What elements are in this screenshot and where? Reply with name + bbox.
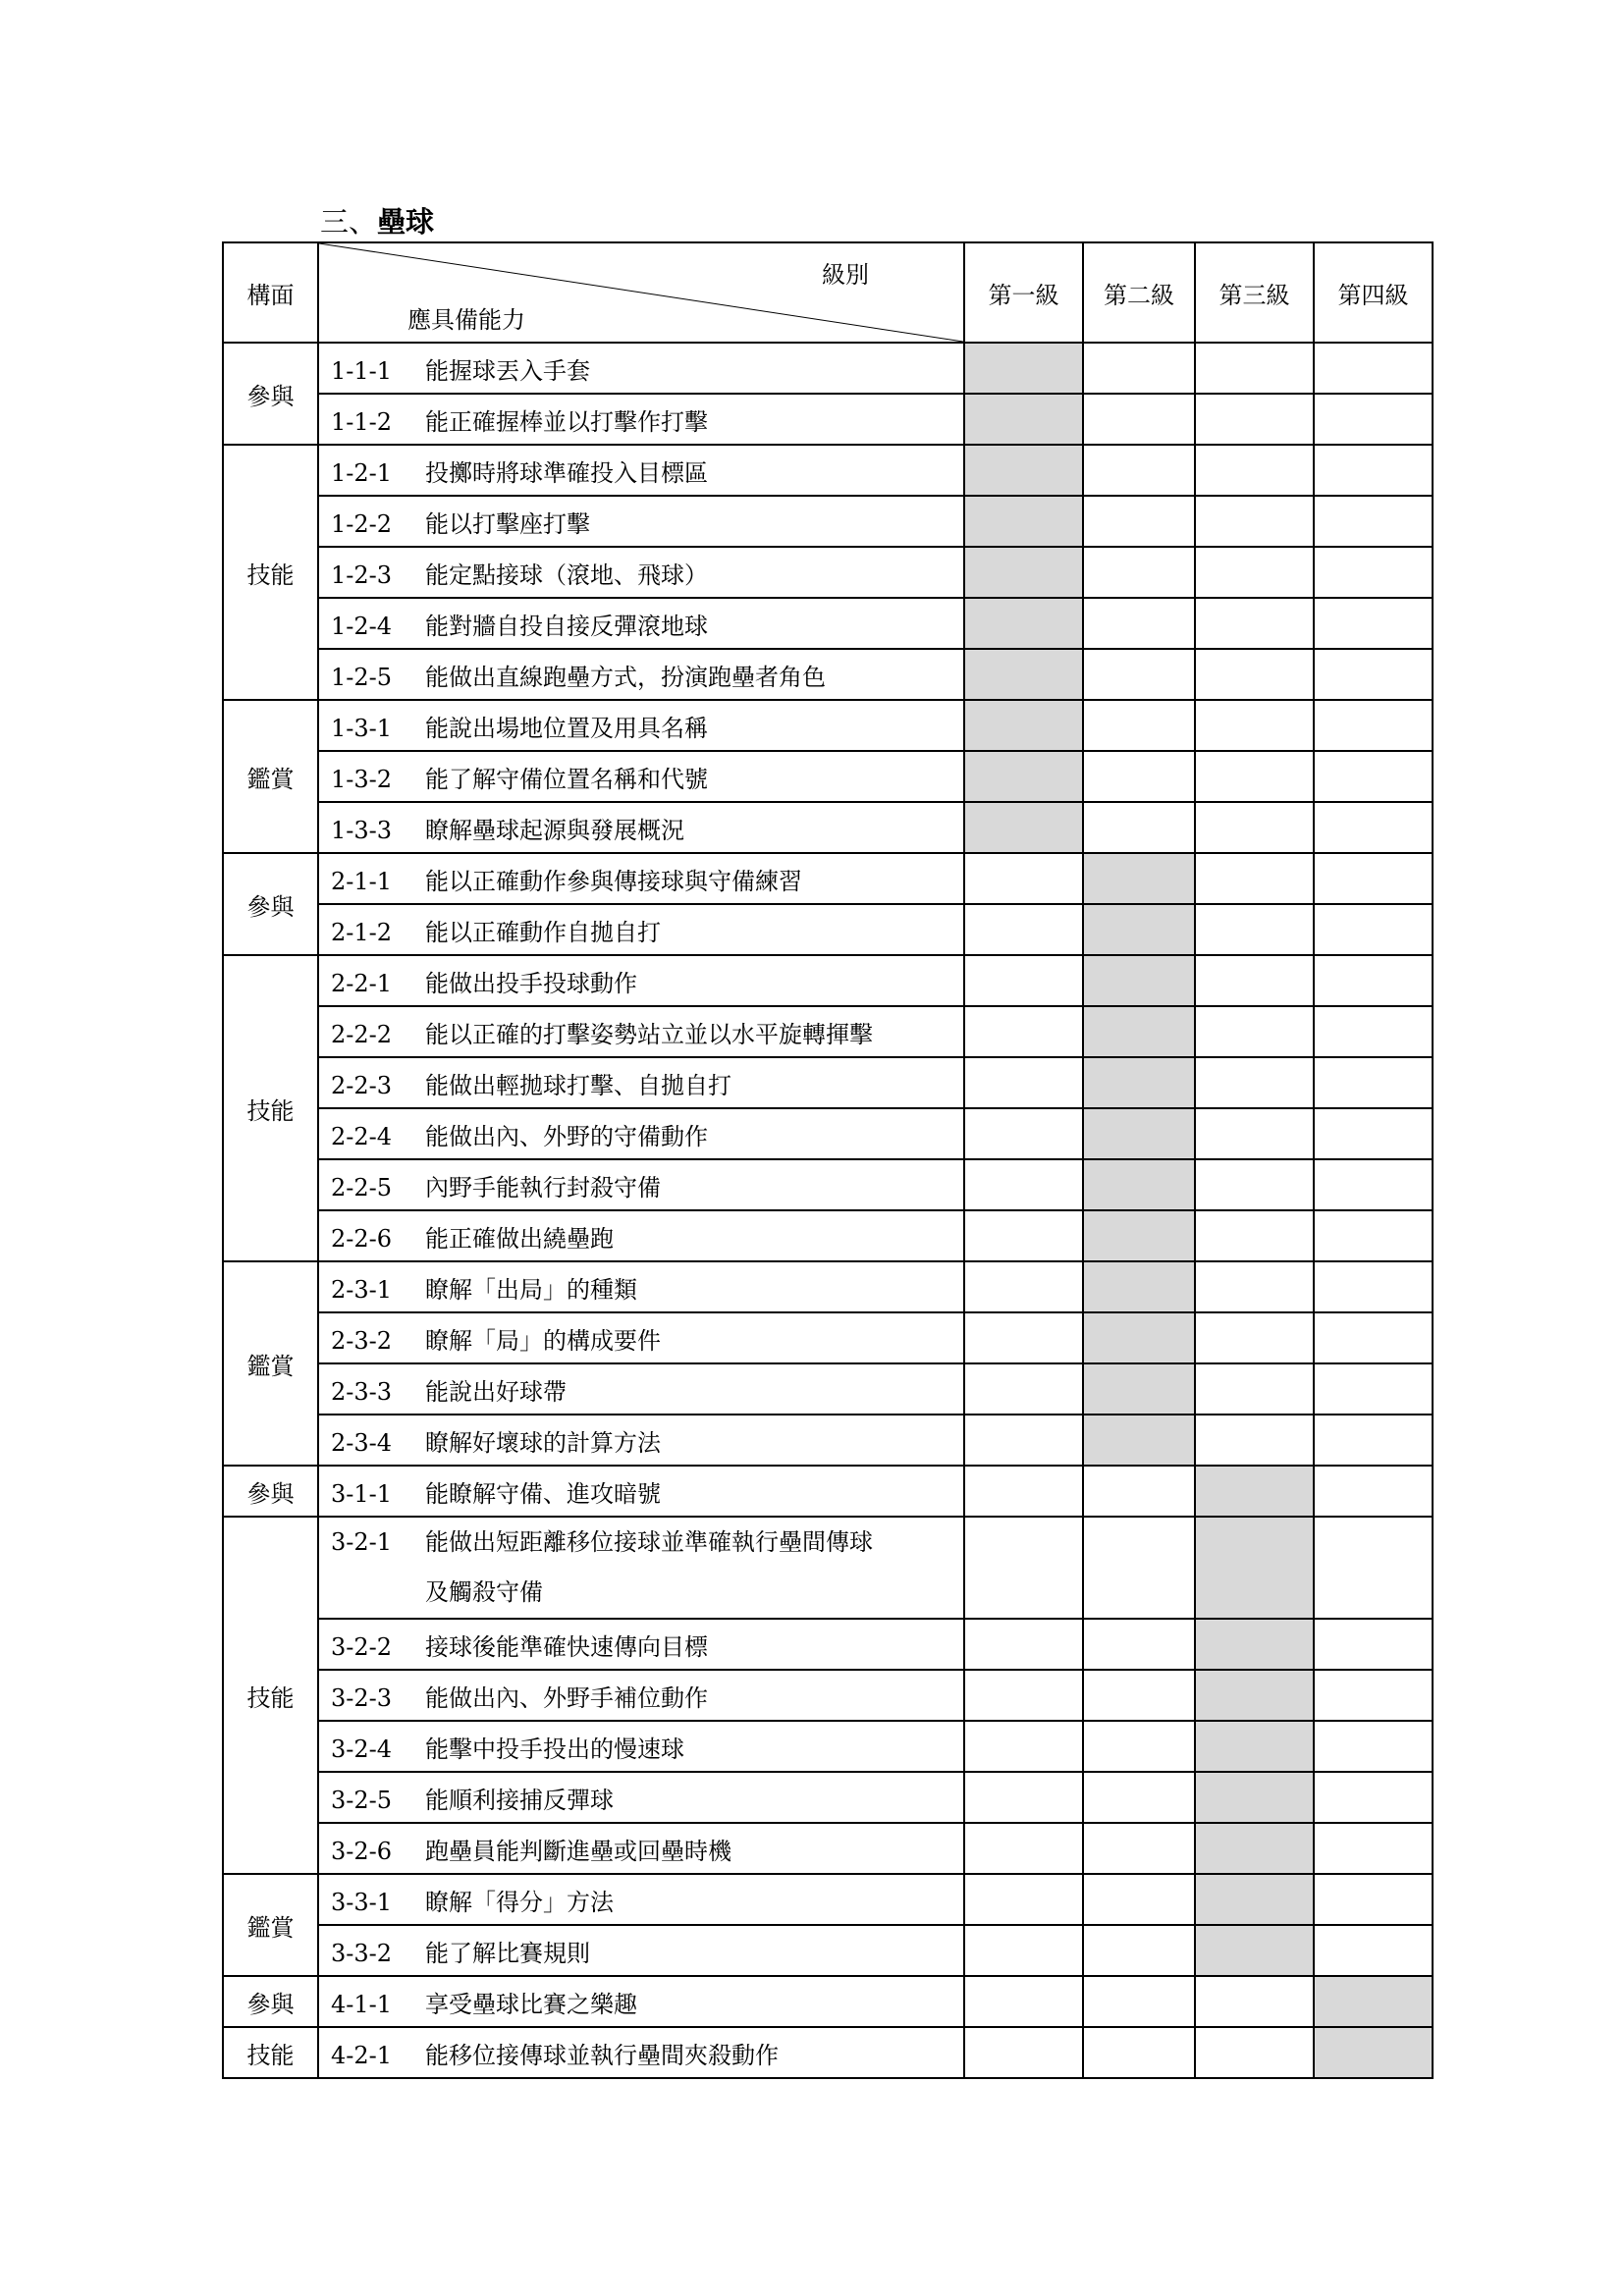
- level-2-shaded-cell: [1083, 1006, 1195, 1057]
- level-1-cell: [964, 1159, 1083, 1210]
- ability-text: 接球後能準確快速傳向目標: [425, 1632, 708, 1661]
- level-4-shaded-cell: [1314, 2027, 1433, 2078]
- level-3-shaded-cell: [1195, 1466, 1314, 1517]
- level-4-cell: [1314, 802, 1433, 853]
- header-diagonal-cell: [318, 242, 964, 343]
- ability-text: 能做出輕拋球打擊、自拋自打: [425, 1071, 731, 1099]
- table-row: [223, 1108, 1433, 1159]
- level-1-cell: [964, 1108, 1083, 1159]
- category-cell: 技能: [223, 445, 318, 700]
- ability-text: 能定點接球（滾地、飛球）: [425, 561, 708, 589]
- ability-cell: [318, 955, 964, 1006]
- ability-text: 能以正確的打擊姿勢站立並以水平旋轉揮擊: [425, 1020, 873, 1048]
- category-cell: 技能: [223, 955, 318, 1261]
- level-2-cell: [1083, 343, 1195, 394]
- ability-code: 1-2-1: [331, 458, 393, 487]
- level-4-cell: [1314, 1466, 1433, 1517]
- level-4-cell: [1314, 1721, 1433, 1772]
- ability-cell: [318, 751, 964, 802]
- level-3-cell: [1195, 700, 1314, 751]
- ability-code: 3-2-4: [331, 1735, 393, 1763]
- ability-code: 1-1-2: [331, 407, 393, 436]
- level-1-shaded-cell: [964, 649, 1083, 700]
- table-row: [223, 955, 1433, 1006]
- level-1-cell: [964, 1721, 1083, 1772]
- ability-code: 2-2-5: [331, 1173, 393, 1201]
- level-4-cell: [1314, 1619, 1433, 1670]
- ability-cell: [318, 1466, 964, 1517]
- table-row: [223, 649, 1433, 700]
- header-category: 構面: [223, 242, 318, 343]
- ability-text: 投擲時將球準確投入目標區: [425, 458, 708, 487]
- ability-cell: [318, 1874, 964, 1925]
- level-2-cell: [1083, 1466, 1195, 1517]
- level-4-cell: [1314, 904, 1433, 955]
- level-4-cell: [1314, 1670, 1433, 1721]
- level-3-cell: [1195, 1210, 1314, 1261]
- ability-code: 1-2-3: [331, 561, 393, 589]
- ability-code: 3-2-6: [331, 1837, 393, 1865]
- table-row: [223, 1619, 1433, 1670]
- level-2-cell: [1083, 1874, 1195, 1925]
- ability-text: 能做出直線跑壘方式，扮演跑壘者角色: [425, 663, 826, 691]
- level-4-cell: [1314, 1874, 1433, 1925]
- level-2-cell: [1083, 1823, 1195, 1874]
- level-1-cell: [964, 1619, 1083, 1670]
- ability-cell: [318, 1721, 964, 1772]
- level-1-shaded-cell: [964, 700, 1083, 751]
- table-row: [223, 1772, 1433, 1823]
- level-1-cell: [964, 1874, 1083, 1925]
- table-row: [223, 394, 1433, 445]
- level-3-cell: [1195, 1976, 1314, 2027]
- ability-text: 能做出短距離移位接球並準確執行壘間傳球: [425, 1528, 873, 1556]
- ability-text: 能做出內、外野的守備動作: [425, 1122, 708, 1150]
- level-1-cell: [964, 1466, 1083, 1517]
- ability-code: 2-2-4: [331, 1122, 393, 1150]
- category-cell: 鑑賞: [223, 700, 318, 853]
- level-2-shaded-cell: [1083, 1363, 1195, 1415]
- level-2-cell: [1083, 1721, 1195, 1772]
- level-3-shaded-cell: [1195, 1619, 1314, 1670]
- level-1-shaded-cell: [964, 751, 1083, 802]
- level-3-cell: [1195, 1312, 1314, 1363]
- ability-code: 2-3-4: [331, 1428, 393, 1457]
- level-3-cell: [1195, 649, 1314, 700]
- ability-cell: [318, 445, 964, 496]
- ability-text: 內野手能執行封殺守備: [425, 1173, 661, 1201]
- level-3-shaded-cell: [1195, 1670, 1314, 1721]
- level-4-cell: [1314, 445, 1433, 496]
- level-1-cell: [964, 1006, 1083, 1057]
- ability-text: 能以正確動作參與傳接球與守備練習: [425, 867, 802, 895]
- ability-cell: [318, 1006, 964, 1057]
- ability-cell: [318, 1057, 964, 1108]
- header-level-1: 第一級: [964, 242, 1083, 343]
- level-1-cell: [964, 1057, 1083, 1108]
- table-row: [223, 1057, 1433, 1108]
- ability-text: 能正確握棒並以打擊作打擊: [425, 407, 708, 436]
- category-cell: 技能: [223, 2027, 318, 2078]
- ability-text: 能做出投手投球動作: [425, 969, 637, 997]
- level-3-cell: [1195, 904, 1314, 955]
- level-3-shaded-cell: [1195, 1517, 1314, 1619]
- ability-code: 4-1-1: [331, 1990, 393, 2018]
- level-4-cell: [1314, 853, 1433, 904]
- level-1-shaded-cell: [964, 445, 1083, 496]
- level-1-cell: [964, 1976, 1083, 2027]
- table-row: [223, 1925, 1433, 1976]
- level-3-shaded-cell: [1195, 1925, 1314, 1976]
- level-4-shaded-cell: [1314, 1976, 1433, 2027]
- ability-cell: [318, 496, 964, 547]
- header-level-label: 級別: [822, 261, 869, 289]
- table-row: [223, 1006, 1433, 1057]
- table-row: [223, 1823, 1433, 1874]
- ability-cell: [318, 1823, 964, 1874]
- level-1-shaded-cell: [964, 496, 1083, 547]
- table-row: [223, 1466, 1433, 1517]
- level-3-cell: [1195, 802, 1314, 853]
- level-2-cell: [1083, 598, 1195, 649]
- ability-code: 1-2-2: [331, 509, 393, 538]
- ability-code: 1-1-1: [331, 356, 393, 385]
- level-3-shaded-cell: [1195, 1823, 1314, 1874]
- level-2-cell: [1083, 496, 1195, 547]
- ability-cell: [318, 1261, 964, 1312]
- level-1-cell: [964, 1517, 1083, 1619]
- ability-cell: [318, 853, 964, 904]
- ability-text-continued: 及觸殺守備: [425, 1578, 543, 1606]
- table-row: [223, 1210, 1433, 1261]
- category-cell: 參與: [223, 1466, 318, 1517]
- table-row: [223, 700, 1433, 751]
- level-2-cell: [1083, 547, 1195, 598]
- table-row: [223, 1670, 1433, 1721]
- ability-cell: [318, 1670, 964, 1721]
- ability-code: 1-3-1: [331, 714, 393, 742]
- category-cell: 鑑賞: [223, 1874, 318, 1976]
- level-4-cell: [1314, 1159, 1433, 1210]
- ability-code: 2-3-1: [331, 1275, 393, 1304]
- level-3-cell: [1195, 598, 1314, 649]
- ability-text: 能移位接傳球並執行壘間夾殺動作: [425, 2041, 779, 2069]
- level-4-cell: [1314, 1210, 1433, 1261]
- level-2-shaded-cell: [1083, 904, 1195, 955]
- ability-text: 能做出內、外野手補位動作: [425, 1683, 708, 1712]
- level-1-cell: [964, 1363, 1083, 1415]
- ability-text: 瞭解「局」的構成要件: [425, 1326, 661, 1355]
- table-row: [223, 1721, 1433, 1772]
- level-1-cell: [964, 1261, 1083, 1312]
- table-row: [223, 1261, 1433, 1312]
- table-row: [223, 1976, 1433, 2027]
- level-4-cell: [1314, 751, 1433, 802]
- ability-code: 2-2-6: [331, 1224, 393, 1253]
- level-2-cell: [1083, 1772, 1195, 1823]
- ability-text: 瞭解壘球起源與發展概況: [425, 816, 684, 844]
- level-3-cell: [1195, 1415, 1314, 1466]
- section-number: 三、: [320, 205, 378, 239]
- ability-code: 2-3-2: [331, 1326, 393, 1355]
- ability-code: 1-2-4: [331, 612, 393, 640]
- level-3-cell: [1195, 1108, 1314, 1159]
- level-4-cell: [1314, 1823, 1433, 1874]
- level-3-cell: [1195, 1261, 1314, 1312]
- ability-text: 能以正確動作自拋自打: [425, 918, 661, 946]
- ability-code: 2-2-3: [331, 1071, 393, 1099]
- table-row: [223, 1159, 1433, 1210]
- ability-code: 3-3-2: [331, 1939, 393, 1967]
- level-4-cell: [1314, 1517, 1433, 1619]
- header-level-3: 第三級: [1195, 242, 1314, 343]
- ability-text: 能順利接捕反彈球: [425, 1786, 614, 1814]
- level-2-cell: [1083, 1976, 1195, 2027]
- ability-code: 2-3-3: [331, 1377, 393, 1406]
- ability-code: 1-2-5: [331, 663, 393, 691]
- level-2-shaded-cell: [1083, 853, 1195, 904]
- level-1-shaded-cell: [964, 394, 1083, 445]
- category-cell: 技能: [223, 1517, 318, 1874]
- ability-cell: [318, 1772, 964, 1823]
- ability-cell: [318, 1210, 964, 1261]
- ability-code: 3-2-5: [331, 1786, 393, 1814]
- ability-cell: [318, 1517, 964, 1619]
- ability-cell: [318, 1415, 964, 1466]
- table-row: [223, 1363, 1433, 1415]
- ability-text: 能正確做出繞壘跑: [425, 1224, 614, 1253]
- ability-cell: [318, 394, 964, 445]
- level-3-shaded-cell: [1195, 1874, 1314, 1925]
- ability-code: 2-2-2: [331, 1020, 393, 1048]
- level-4-cell: [1314, 598, 1433, 649]
- ability-cell: [318, 1363, 964, 1415]
- ability-text: 能握球丟入手套: [425, 356, 590, 385]
- ability-code: 1-3-2: [331, 765, 393, 793]
- level-1-cell: [964, 955, 1083, 1006]
- ability-code: 3-2-3: [331, 1683, 393, 1712]
- level-3-cell: [1195, 1057, 1314, 1108]
- ability-text: 享受壘球比賽之樂趣: [425, 1990, 637, 2018]
- level-4-cell: [1314, 649, 1433, 700]
- ability-code: 3-2-2: [331, 1632, 393, 1661]
- ability-code: 3-3-1: [331, 1888, 393, 1916]
- ability-text: 跑壘員能判斷進壘或回壘時機: [425, 1837, 731, 1865]
- level-2-cell: [1083, 1670, 1195, 1721]
- level-4-cell: [1314, 1108, 1433, 1159]
- ability-code: 2-1-1: [331, 867, 393, 895]
- level-3-cell: [1195, 496, 1314, 547]
- level-3-cell: [1195, 445, 1314, 496]
- table-row: [223, 445, 1433, 496]
- ability-code: 2-1-2: [331, 918, 393, 946]
- level-1-cell: [964, 1210, 1083, 1261]
- level-4-cell: [1314, 547, 1433, 598]
- level-1-cell: [964, 853, 1083, 904]
- level-4-cell: [1314, 394, 1433, 445]
- ability-cell: [318, 649, 964, 700]
- ability-code: 2-2-1: [331, 969, 393, 997]
- level-3-cell: [1195, 1159, 1314, 1210]
- level-1-cell: [964, 1772, 1083, 1823]
- table-row: [223, 802, 1433, 853]
- category-cell: 參與: [223, 343, 318, 445]
- table-row: [223, 904, 1433, 955]
- level-1-shaded-cell: [964, 598, 1083, 649]
- header-ability-label: 應具備能力: [407, 306, 525, 334]
- table-body: [223, 343, 1433, 2078]
- ability-cell: [318, 343, 964, 394]
- table-row: [223, 1874, 1433, 1925]
- level-2-shaded-cell: [1083, 1261, 1195, 1312]
- table-row: [223, 2027, 1433, 2078]
- level-2-cell: [1083, 1619, 1195, 1670]
- level-3-cell: [1195, 955, 1314, 1006]
- level-1-shaded-cell: [964, 802, 1083, 853]
- level-4-cell: [1314, 955, 1433, 1006]
- ability-cell: [318, 1976, 964, 2027]
- ability-text: 能擊中投手投出的慢速球: [425, 1735, 684, 1763]
- level-1-cell: [964, 1925, 1083, 1976]
- category-cell: 鑑賞: [223, 1261, 318, 1466]
- level-2-cell: [1083, 802, 1195, 853]
- level-2-shaded-cell: [1083, 1210, 1195, 1261]
- table-row: [223, 1312, 1433, 1363]
- ability-code: 4-2-1: [331, 2041, 393, 2069]
- level-2-cell: [1083, 394, 1195, 445]
- level-2-cell: [1083, 649, 1195, 700]
- table-row: [223, 751, 1433, 802]
- ability-code: 3-2-1: [331, 1528, 393, 1556]
- level-2-shaded-cell: [1083, 1415, 1195, 1466]
- level-3-cell: [1195, 751, 1314, 802]
- level-2-cell: [1083, 445, 1195, 496]
- category-cell: 參與: [223, 853, 318, 955]
- ability-cell: [318, 1925, 964, 1976]
- level-4-cell: [1314, 1312, 1433, 1363]
- level-4-cell: [1314, 1261, 1433, 1312]
- table-row: [223, 853, 1433, 904]
- ability-text: 瞭解「出局」的種類: [425, 1275, 637, 1304]
- ability-table: [222, 241, 1434, 2079]
- ability-cell: [318, 700, 964, 751]
- ability-cell: [318, 1108, 964, 1159]
- level-4-cell: [1314, 1057, 1433, 1108]
- header-level-2: 第二級: [1083, 242, 1195, 343]
- level-1-cell: [964, 904, 1083, 955]
- category-cell: 參與: [223, 1976, 318, 2027]
- table-row: [223, 1517, 1433, 1619]
- level-3-shaded-cell: [1195, 1772, 1314, 1823]
- table-row: [223, 343, 1433, 394]
- ability-cell: [318, 1312, 964, 1363]
- ability-text: 能了解守備位置名稱和代號: [425, 765, 708, 793]
- level-3-cell: [1195, 1363, 1314, 1415]
- level-4-cell: [1314, 496, 1433, 547]
- level-3-cell: [1195, 853, 1314, 904]
- ability-text: 能說出場地位置及用具名稱: [425, 714, 708, 742]
- level-2-shaded-cell: [1083, 1057, 1195, 1108]
- ability-cell: [318, 2027, 964, 2078]
- level-3-cell: [1195, 2027, 1314, 2078]
- level-2-shaded-cell: [1083, 955, 1195, 1006]
- table-row: [223, 547, 1433, 598]
- level-1-cell: [964, 1415, 1083, 1466]
- level-3-cell: [1195, 1006, 1314, 1057]
- level-4-cell: [1314, 1925, 1433, 1976]
- level-4-cell: [1314, 700, 1433, 751]
- ability-text: 瞭解「得分」方法: [425, 1888, 614, 1916]
- ability-cell: [318, 547, 964, 598]
- table-row: [223, 496, 1433, 547]
- ability-cell: [318, 598, 964, 649]
- ability-cell: [318, 1159, 964, 1210]
- section-title: 壘球: [377, 205, 435, 239]
- section-heading: [320, 204, 434, 240]
- level-2-cell: [1083, 2027, 1195, 2078]
- ability-cell: [318, 1619, 964, 1670]
- level-1-shaded-cell: [964, 343, 1083, 394]
- ability-text: 能瞭解守備、進攻暗號: [425, 1479, 661, 1508]
- level-2-cell: [1083, 1925, 1195, 1976]
- ability-code: 3-1-1: [331, 1479, 393, 1508]
- level-1-cell: [964, 2027, 1083, 2078]
- ability-text: 能對牆自投自接反彈滾地球: [425, 612, 708, 640]
- level-4-cell: [1314, 1006, 1433, 1057]
- level-3-shaded-cell: [1195, 1721, 1314, 1772]
- level-2-shaded-cell: [1083, 1312, 1195, 1363]
- level-2-cell: [1083, 1517, 1195, 1619]
- ability-cell: [318, 904, 964, 955]
- table-row: [223, 1415, 1433, 1466]
- level-1-cell: [964, 1670, 1083, 1721]
- level-2-shaded-cell: [1083, 1108, 1195, 1159]
- level-3-cell: [1195, 394, 1314, 445]
- level-2-shaded-cell: [1083, 1159, 1195, 1210]
- table-header-row: [223, 242, 1433, 343]
- ability-text: 能了解比賽規則: [425, 1939, 590, 1967]
- level-4-cell: [1314, 1772, 1433, 1823]
- level-3-cell: [1195, 547, 1314, 598]
- level-1-shaded-cell: [964, 547, 1083, 598]
- level-2-cell: [1083, 700, 1195, 751]
- ability-text: 能以打擊座打擊: [425, 509, 590, 538]
- level-3-cell: [1195, 343, 1314, 394]
- header-level-4: 第四級: [1314, 242, 1433, 343]
- level-4-cell: [1314, 1415, 1433, 1466]
- ability-cell: [318, 802, 964, 853]
- level-1-cell: [964, 1823, 1083, 1874]
- ability-code: 1-3-3: [331, 816, 393, 844]
- level-4-cell: [1314, 1363, 1433, 1415]
- ability-text: 瞭解好壞球的計算方法: [425, 1428, 661, 1457]
- level-2-cell: [1083, 751, 1195, 802]
- level-4-cell: [1314, 343, 1433, 394]
- table-row: [223, 598, 1433, 649]
- level-1-cell: [964, 1312, 1083, 1363]
- ability-text: 能說出好球帶: [425, 1377, 567, 1406]
